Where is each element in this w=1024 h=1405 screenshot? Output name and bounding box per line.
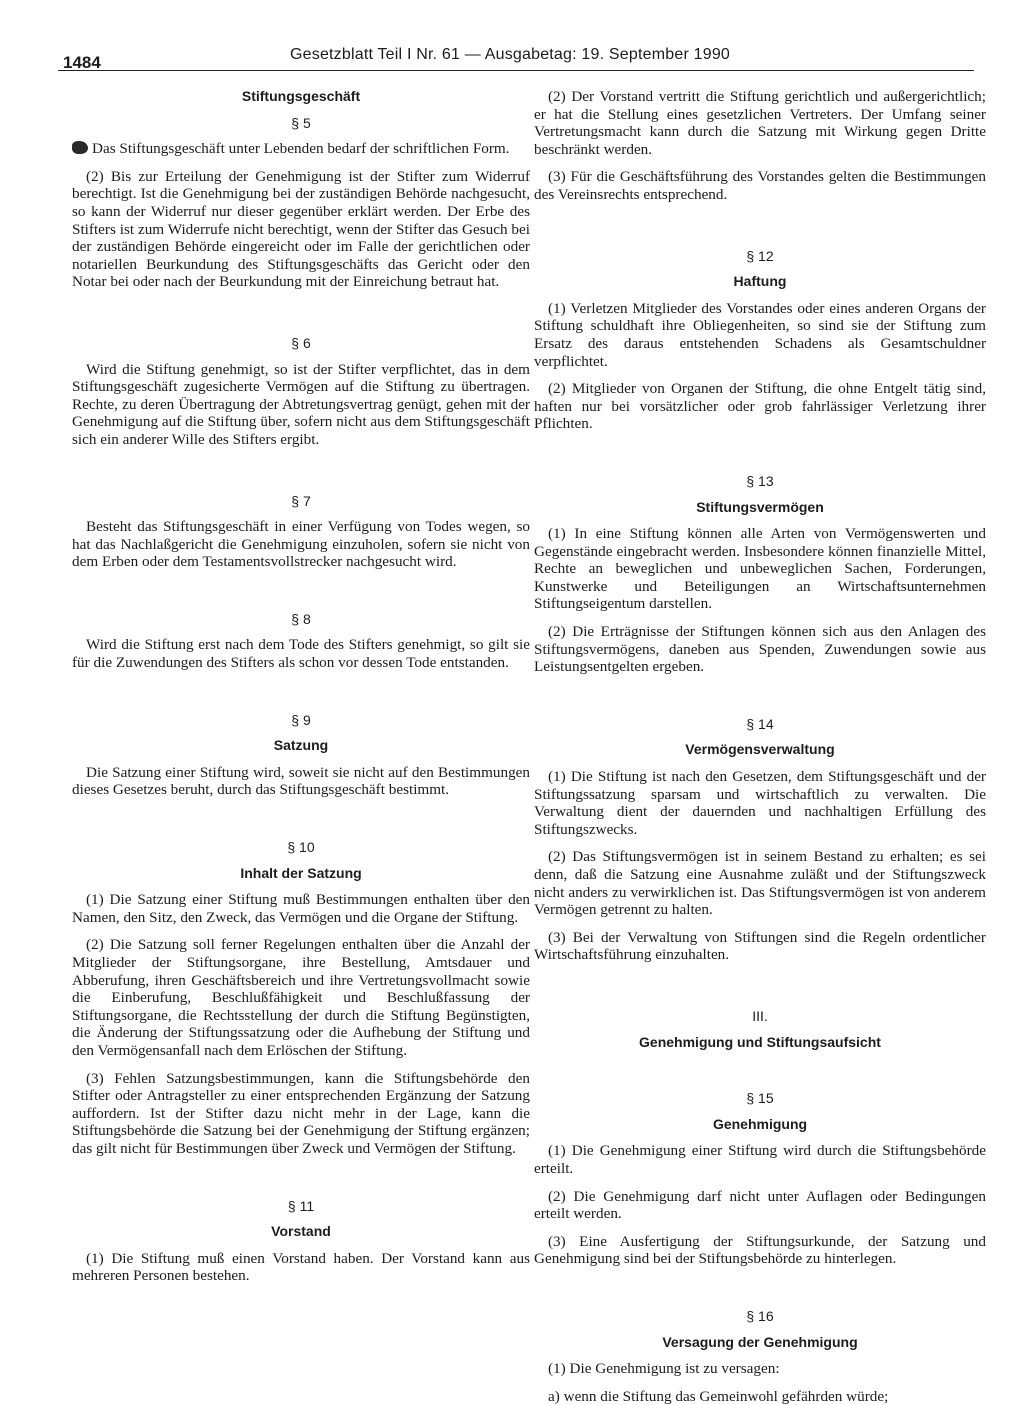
paragraph-text: (2) Die Genehmigung darf nicht unter Auflagen oder Bedingungen erteilt werden. xyxy=(534,1187,986,1223)
paragraph-number: § 13 xyxy=(746,472,774,489)
page-header xyxy=(58,44,974,71)
paragraph-number: § 15 xyxy=(746,1090,774,1107)
paragraph-heading: Haftung xyxy=(733,273,787,290)
paragraph-text: (3) Fehlen Satzungsbestimmungen, kann die Stiftungsbehörde den Stifter oder Antragsteller zu einer entsprechenden Ergänzung der Satzung auffordern. Ist der Stifter dazu nicht mehr in der Lage, kann die Stiftungsbehörde die Satzung bei der Genehmigung der Stiftung ergänzen; das gilt nicht für Bestimmungen über Zweck und Vermögen der Stiftung. xyxy=(72,1069,530,1157)
paragraph-number: § 11 xyxy=(287,1197,315,1214)
paragraph-text: (2) Der Vorstand vertritt die Stiftung gerichtlich und außergerichtlich; er hat die Stellung eines gesetzlichen Vertreters. Der Umfang seiner Vertretungsmacht kann durch die Satzung mit Wirkung gegen Dritte beschränkt werden. xyxy=(534,88,986,158)
paragraph-text: (2) Die Erträgnisse der Stiftungen können sich aus den Anlagen des Stiftungsvermögens, daneben aus Spenden, Zuwendungen sowie aus Leistungsentgelten ergeben. xyxy=(534,623,986,676)
paragraph-number: § 5 xyxy=(291,114,311,131)
paragraph-number: § 8 xyxy=(291,610,311,627)
paragraph-number: § 9 xyxy=(291,711,311,728)
part-heading: Genehmigung und Stiftungsaufsicht xyxy=(639,1033,881,1050)
paragraph-text: (3) Bei der Verwaltung von Stiftungen sind die Regeln ordentlicher Wirtschaftsführung einzuhalten. xyxy=(534,928,986,964)
paragraph-text: (2) Mitglieder von Organen der Stiftung, die ohne Entgelt tätig sind, haften nur bei vorsätzlicher oder grob fahrlässiger Verletzung ihrer Pflichten. xyxy=(534,380,986,433)
paragraph-number: § 16 xyxy=(746,1307,774,1324)
paragraph-text: Besteht das Stiftungsgeschäft in einer Verfügung von Todes wegen, so hat das Nachlaßgericht die Genehmigung einzuholen, sofern sie nicht von dem Erben oder dem Testamentsvollstrecker nachgesucht wird. xyxy=(72,518,530,571)
paragraph-text: Die Satzung einer Stiftung wird, soweit sie nicht auf den Bestimmungen dieses Gesetzes beruht, durch das Stiftungsgeschäft bestimmt. xyxy=(72,763,530,799)
paragraph-text: Wird die Stiftung genehmigt, so ist der Stifter verpflichtet, das in dem Stiftungsgeschäft zugesicherte Vermögen auf die Stiftung zu übertragen. Rechte, zu deren Übertragung der Abtretungsvertrag genügt, gehen mit der Genehmigung auf die Stiftung über, sofern nicht aus dem Stiftungsgeschäft sich ein anderer Wille des Stifters ergibt. xyxy=(72,360,530,448)
paragraph-heading: Vermögensverwaltung xyxy=(685,741,835,758)
right-column xyxy=(534,88,986,1405)
section-heading: Stiftungsgeschäft xyxy=(241,88,361,104)
paragraph-number: § 12 xyxy=(746,247,774,264)
paragraph-text: (2) Die Satzung soll ferner Regelungen enthalten über die Anzahl der Mitglieder der Stiftungsorgane, ihre Bestellung, Amtsdauer und Abberufung, ihren Geschäftsbereich und ihre Vertretungsvollmacht sowie die Einberufung, Beschlußfähigkeit und Beschlußfassung der Stiftungsorgane, die Rechtsstellung der durch die Stiftung Begünstigten, die Änderung der Stiftungssatzung oder die Aufhebung der Stiftung und den Vermögensanfall nach dem Erlöschen der Stiftung. xyxy=(72,936,530,1059)
paragraph-text: (1) Die Genehmigung ist zu versagen: xyxy=(548,1360,780,1378)
paragraph-number: § 6 xyxy=(291,334,311,351)
paragraph-heading: Vorstand xyxy=(271,1223,331,1240)
paragraph-text: (3) Für die Geschäftsführung des Vorstandes gelten die Bestimmungen des Vereinsrechts entsprechend. xyxy=(534,168,986,203)
paragraph-number: § 14 xyxy=(746,715,774,732)
paragraph-text: (2) Das Stiftungsvermögen ist in seinem Bestand zu erhalten; es sei denn, daß die Satzung eine Ausnahme zuläßt und der Stiftungszweck nicht anders zu verwirklichen ist. Das Stiftungsvermögen ist von anderem Vermögen getrennt zu halten. xyxy=(534,848,986,919)
paragraph-text: (1) Die Stiftung muß einen Vorstand haben. Der Vorstand kann aus mehreren Personen bestehen. xyxy=(72,1249,530,1285)
part-number: III. xyxy=(752,1007,768,1024)
paragraph-heading: Genehmigung xyxy=(712,1115,808,1132)
paragraph-heading: Stiftungsvermögen xyxy=(696,498,824,515)
paragraph-text: (1) In eine Stiftung können alle Arten von Vermögenswerten und Gegenstände eingebracht werden. Insbesondere können finanzielle Mittel, Rechte an beweglichen und unbeweglichen Sachen, Forderungen, Kunstwerke und Beteiligungen an Wirtschaftsunternehmen Stiftungseigentum darstellen. xyxy=(534,525,986,613)
paragraph-text: (1) Die Stiftung ist nach den Gesetzen, dem Stiftungsgeschäft und der Stiftungssatzung sparsam und wirtschaftlich zu verwalten. Die Verwaltung dient der dauernden und nachhaltigen Erfüllung des Stiftungszwecks. xyxy=(534,768,986,838)
paragraph-number: § 7 xyxy=(291,492,311,509)
paragraph-text: (1) Die Satzung einer Stiftung muß Bestimmungen enthalten über den Namen, den Sitz, den Zweck, das Vermögen und die Organe der Stiftung. xyxy=(72,891,530,926)
paragraph-text: Wird die Stiftung erst nach dem Tode des Stifters genehmigt, so gilt sie für die Zuwendungen des Stifters als schon vor dessen Tode entstanden. xyxy=(72,636,530,672)
left-column xyxy=(72,88,530,1383)
gazette-title: Gesetzblatt Teil I Nr. 61 — Ausgabetag: 19. September 1990 xyxy=(290,46,731,63)
paragraph-text: Das Stiftungsgeschäft unter Lebenden bedarf der schriftlichen Form. xyxy=(72,140,530,158)
paragraph-heading: Satzung xyxy=(273,737,329,754)
paragraph-number: § 10 xyxy=(287,839,315,856)
paragraph-text: (2) Bis zur Erteilung der Genehmigung ist der Stifter zum Widerruf berechtigt. Ist die Genehmigung bei der zuständigen Behörde nachgesucht, so kann der Widerruf nur dieser gegenüber erklärt werden. Der Erbe des Stifters ist zum Widerrufe nicht berechtigt, wenn der Stifter das Gesuch bei der zuständigen Behörde eingereicht oder im Falle der gerichtlichen oder notariellen Beurkundung des Stiftungsgeschäfts das Gericht oder den Notar bei oder nach der Beurkundung mit der Einreichung betraut hat. xyxy=(72,167,530,291)
ink-blot-icon xyxy=(72,141,88,154)
paragraph-text: (3) Eine Ausfertigung der Stiftungsurkunde, der Satzung und Genehmigung sind bei der Stiftungsbehörde zu hinterlegen. xyxy=(534,1232,986,1268)
paragraph-text: (1) Verletzen Mitglieder des Vorstandes oder eines anderen Organs der Stiftung schuldhaft ihre Obliegenheiten, so sind sie der Stiftung zum Ersatz des daraus entstehenden Schadens als Gesamtschuldner verpflichtet. xyxy=(534,299,986,370)
paragraph-text: (1) Die Genehmigung einer Stiftung wird durch die Stiftungsbehörde erteilt. xyxy=(534,1142,986,1177)
paragraph-heading: Versagung der Genehmigung xyxy=(662,1333,858,1350)
page-number: 1484 xyxy=(63,53,101,72)
list-item: a) wenn die Stiftung das Gemeinwohl gefährden würde; xyxy=(548,1387,889,1405)
paragraph-heading: Inhalt der Satzung xyxy=(240,864,362,881)
